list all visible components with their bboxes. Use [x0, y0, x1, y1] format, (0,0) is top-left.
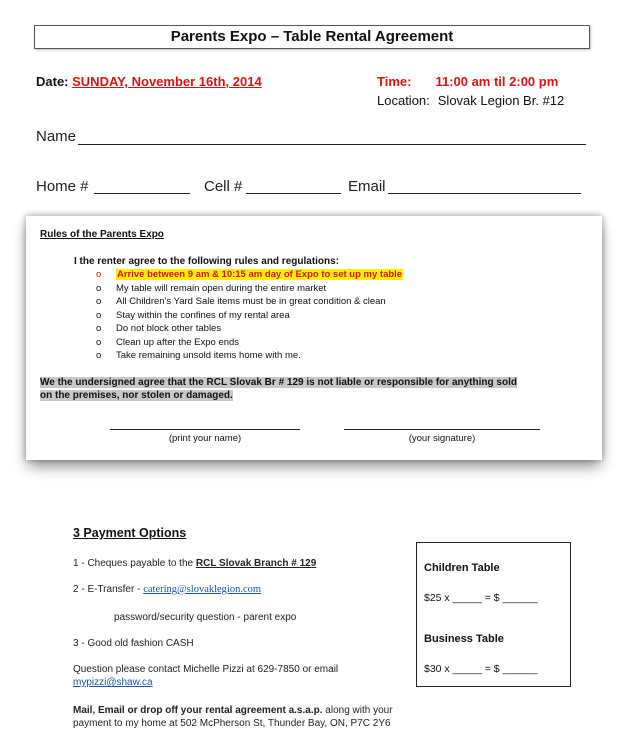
signature-field[interactable] [344, 429, 540, 430]
children-table-calc[interactable]: $25 x _____ = $ ______ [424, 592, 538, 604]
time-label: Time: [377, 74, 412, 89]
event-time [377, 74, 558, 89]
cell-phone-field[interactable] [246, 193, 341, 194]
dropoff-instructions: Mail, Email or drop off your rental agreement a.s.a.p. along with your payment to my home at 502 McPherson St, Thunder Bay, ON, P7C 2Y6 [73, 705, 393, 729]
rule-item: o All Children's Yard Sale items must be in great condition & clean [96, 296, 386, 307]
date-value: SUNDAY, November 16th, 2014 [72, 74, 262, 89]
home-phone-label: Home # [36, 178, 89, 195]
event-location [377, 93, 564, 108]
contact-info: Question please contact Michelle Pizzi at 629-7850 or email mypizzi@shaw.ca [73, 664, 339, 688]
payment-option-cheque: 1 - Cheques payable to the RCL Slovak Branch # 129 [73, 558, 317, 569]
rules-list [96, 268, 403, 363]
contact-email-link[interactable]: mypizzi@shaw.ca [73, 677, 153, 688]
rules-heading: Rules of the Parents Expo [40, 229, 164, 240]
rules-intro: I the renter agree to the following rules and regulations: [74, 256, 340, 267]
business-table-heading: Business Table [424, 633, 504, 645]
name-field[interactable] [78, 144, 586, 145]
date-label: Date: [36, 74, 73, 89]
rule-item: o Stay within the confines of my rental area [96, 309, 290, 321]
email-label: Email [348, 178, 386, 195]
payment-option-etransfer: 2 - E-Transfer - catering@slovaklegion.com [73, 584, 262, 595]
liability-disclaimer: We the undersigned agree that the RCL Slovak Br # 129 is not liable or responsible for anything sold on the premises, nor stolen or damaged. [40, 377, 517, 401]
event-date [36, 74, 262, 89]
cell-phone-label: Cell # [204, 178, 243, 195]
email-field[interactable] [388, 193, 581, 194]
children-table-heading: Children Table [424, 562, 500, 574]
business-table-calc[interactable]: $30 x _____ = $ ______ [424, 663, 538, 675]
payment-heading: 3 Payment Options [73, 526, 187, 540]
cheque-payee: RCL Slovak Branch # 129 [195, 558, 317, 569]
name-label: Name [36, 128, 77, 145]
time-value: 11:00 am til 2:00 pm [435, 74, 559, 89]
rules-card [26, 216, 602, 460]
print-name-label: (print your name) [168, 433, 242, 444]
location-value: Slovak Legion Br. #12 [437, 93, 565, 108]
rule-item: o Clean up after the Expo ends [96, 336, 240, 348]
page-title: Parents Expo – Table Rental Agreement [34, 25, 590, 49]
location-label: Location: [377, 93, 430, 108]
etransfer-email-link[interactable]: catering@slovaklegion.com [143, 584, 262, 595]
etransfer-note: password/security question - parent expo [114, 612, 297, 623]
signature-label: (your signature) [408, 433, 476, 444]
rule-item: o Arrive between 9 am & 10:15 am day of Expo to set up my table [96, 269, 403, 280]
home-phone-field[interactable] [94, 193, 190, 194]
print-name-field[interactable] [110, 429, 300, 430]
rule-item: o Do not block other tables [96, 323, 222, 334]
payment-option-cash: 3 - Good old fashion CASH [73, 638, 194, 649]
rule-item: o Take remaining unsold items home with me. [96, 350, 301, 361]
rule-item: o My table will remain open during the entire market [96, 282, 327, 294]
pricing-box [416, 542, 571, 687]
